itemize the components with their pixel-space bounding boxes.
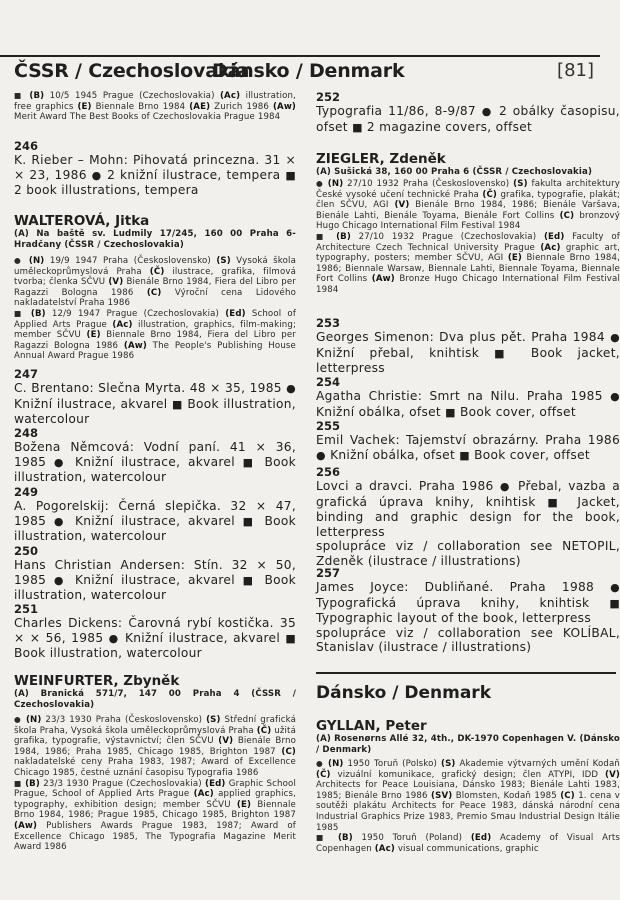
right-column xyxy=(316,0,620,900)
entry-description xyxy=(316,539,620,568)
field-label: (N) xyxy=(25,715,42,725)
english-marker-square-icon: ■ xyxy=(285,168,296,182)
field-label: (Ed) xyxy=(543,231,565,242)
czech-marker-bullet-icon: ● xyxy=(610,331,620,344)
text-run: Lovci a dravci. Praha 1986 xyxy=(316,479,500,493)
english-marker-square-icon: ■ xyxy=(494,346,516,360)
field-label: (Aw) xyxy=(14,820,38,831)
text-run: 1950 Toruň (Poland) xyxy=(352,833,471,844)
english-marker-square-icon: ■ xyxy=(14,91,24,100)
text-run: Bronze Hugo Chicago International Film Festival 1984 xyxy=(316,274,620,295)
field-label: (Č) xyxy=(256,725,272,736)
text-run: ilustrace, grafika, filmová tvorba; členka SČVU xyxy=(14,266,297,288)
text-run: Book jacket, letterpress xyxy=(316,345,620,376)
field-label: (Ac) xyxy=(374,843,395,854)
text-run: Agatha Christie: Smrt na Nilu. Praha 1985 xyxy=(316,389,611,403)
name-block xyxy=(316,718,620,755)
text-run: Přebal, vazba a grafická úprava knihy, knihtisk xyxy=(316,479,620,509)
text-run: School of Applied Arts Prague xyxy=(14,308,297,330)
text-run: Výroční cena Lidového nakladatelství Praha 1986 xyxy=(14,287,296,309)
entry-description xyxy=(14,616,296,661)
field-label: (A) xyxy=(316,167,331,177)
text-run: Branická 571/7, 147 00 Praha 4 (ČSSR / Czechoslovakia) xyxy=(14,689,296,710)
english-marker-square-icon: ■ xyxy=(242,514,257,528)
bio-paragraph xyxy=(14,779,296,853)
artist-address xyxy=(316,167,620,178)
field-label: (S) xyxy=(441,759,456,769)
text-run: Bienále Brno 1984, 1986; Bienále Varšava, Bienále Lahti, Bienále Toyama, Bienále Fort Collins xyxy=(316,200,620,221)
field-label: (SV) xyxy=(431,790,453,801)
english-marker-square-icon: ■ xyxy=(316,231,329,241)
field-label: (V) xyxy=(394,200,410,211)
field-label: (Č) xyxy=(482,189,498,200)
text-run: Graphic School Prague, School of Applied Arts Prague xyxy=(14,778,296,800)
name-block xyxy=(316,151,620,178)
entry-number: 250 xyxy=(14,544,39,558)
field-label: (Ac) xyxy=(219,91,241,101)
text-run: 10/5 1945 Prague (Czechoslovakia) xyxy=(44,91,220,101)
english-marker-square-icon: ■ xyxy=(285,631,297,645)
entry-number: 256 xyxy=(316,465,341,479)
bio-paragraph xyxy=(14,309,296,362)
english-marker-square-icon: ■ xyxy=(459,448,470,462)
entry-block xyxy=(14,426,296,485)
text-run: 27/10 1932 Prague (Czechoslovakia) xyxy=(350,231,544,242)
text-run: Emil Vachek: Tajemství obrazárny. Praha 1986 xyxy=(316,433,620,447)
text-run: Publishers Awards Prague 1983, 1987; Award of Excellence Chicago 1985, The Typografia Magazine Merit Award 1986 xyxy=(14,820,296,853)
field-label: (N) xyxy=(328,759,344,769)
czech-marker-bullet-icon: ● xyxy=(316,759,325,768)
czech-marker-bullet-icon: ● xyxy=(14,256,24,265)
czech-marker-bullet-icon: ● xyxy=(286,382,296,395)
text-run: Academy of Visual Arts Copenhagen xyxy=(316,833,620,854)
bio-block xyxy=(316,179,620,296)
entry-block xyxy=(316,566,620,655)
text-run: Merit Award The Best Books of Czechoslovakia Prague 1984 xyxy=(14,112,281,123)
text-run: 2 magazine covers, offset xyxy=(366,119,533,134)
artist-address xyxy=(14,689,296,710)
artist-address xyxy=(14,229,296,250)
name-block xyxy=(14,673,296,710)
text-run: Hans Christian Andersen: Stín. 32 × 50, 1985 xyxy=(14,558,296,587)
text-run: 23/3 1930 Praha (Československo) xyxy=(41,715,207,725)
artist-name: ZIEGLER, Zdeněk xyxy=(316,151,446,167)
text-run: bronzový Hugo Chicago International Film Festival 1984 xyxy=(316,210,620,232)
text-run: The People's Publishing House Annual Award Prague 1986 xyxy=(14,340,296,362)
field-label: (V) xyxy=(605,769,620,780)
text-run: Typographic layout of the book, letterpress xyxy=(316,611,591,626)
field-label: (Aw) xyxy=(272,101,296,112)
text-run: illustration, free graphics xyxy=(14,91,296,112)
text-run: Biennale Brno 1984 xyxy=(91,101,190,112)
field-label: (N) xyxy=(28,256,45,266)
field-label: (C) xyxy=(146,287,162,298)
text-run: Book illustration, watercolour xyxy=(14,646,202,661)
text-run: grafika, typografie, plakát; člen SČVU, AGI xyxy=(316,189,620,211)
text-run: Blomsten, Kodaň 1985 xyxy=(452,790,561,801)
text-run: Knižní ilustrace, akvarel xyxy=(74,454,243,469)
text-run: graphic art, typography, posters; member SČVU, AGI xyxy=(316,242,620,264)
text-run: Rosenørns Allé 32, 4th., DK-1970 Copenhagen V. (Dánsko / Denmark) xyxy=(316,734,620,755)
text-run: Book illustration, watercolour xyxy=(14,572,296,603)
field-label: (Ed) xyxy=(225,308,246,319)
english-marker-square-icon: ■ xyxy=(242,455,257,469)
text-run: Akademie výtvarných umění Kodaň xyxy=(455,759,620,769)
text-run: Knižní ilustrace, akvarel xyxy=(74,513,243,528)
field-label: (B) xyxy=(25,778,40,789)
english-marker-square-icon: ■ xyxy=(609,596,620,610)
artist-name: GYLLAN, Peter xyxy=(316,718,427,734)
entry-block xyxy=(14,139,296,198)
text-run: K. Rieber – Mohn: Pihovatá princezna. 31 × × 23, 1986 xyxy=(14,153,296,182)
text-run: Biennale Brno 1984, Fiera del Libro per Ragazzi Bologna 1986 xyxy=(14,330,296,351)
text-run: 12/9 1947 Prague (Czechoslovakia) xyxy=(45,308,226,319)
text-run: C. Brentano: Slečna Myrta. 48 × 35, 1985 xyxy=(14,381,287,395)
text-run: vizuální komunikace, grafický design; člen ATYPI, IDD xyxy=(330,769,606,780)
text-run: Book cover, offset xyxy=(460,404,576,419)
field-label: (Ac) xyxy=(193,789,214,800)
czech-marker-bullet-icon: ● xyxy=(53,573,68,587)
text-run: visual communications, graphic xyxy=(394,843,539,854)
english-marker-square-icon: ■ xyxy=(242,573,257,587)
entry-block xyxy=(14,602,296,661)
entry-block xyxy=(14,367,296,427)
field-label: (A) xyxy=(14,229,29,239)
text-run: Typografická úprava knihy, knihtisk xyxy=(316,595,610,610)
text-run: fakulta architektury České vysoké učení technické Praha xyxy=(316,179,620,200)
bio-block xyxy=(316,759,620,854)
field-label: (Ed) xyxy=(205,778,226,789)
english-marker-square-icon: ■ xyxy=(14,308,25,318)
text-run: spolupráce viz / collaboration see KOLÍBAL, Stanislav (ilustrace / illustrations) xyxy=(316,625,620,655)
entry-number: 253 xyxy=(316,316,341,330)
left-column xyxy=(14,0,296,900)
text-run: Zurich 1986 xyxy=(210,101,273,112)
bio-paragraph xyxy=(316,759,620,833)
czech-marker-bullet-icon: ● xyxy=(316,448,326,462)
entry-description xyxy=(316,389,620,420)
entry-block xyxy=(316,465,620,569)
english-marker-square-icon: ■ xyxy=(171,397,183,411)
text-run: Book illustration, watercolour xyxy=(14,454,296,485)
entry-number: 255 xyxy=(316,419,341,433)
bio-paragraph xyxy=(14,91,296,123)
entry-block xyxy=(316,316,620,376)
text-run: Knižní obálka, ofset xyxy=(316,404,446,419)
text-run: 27/10 1932 Praha (Československo) xyxy=(343,179,514,189)
text-run: illustration, graphics, film-making; member SČVU xyxy=(14,319,297,341)
entry-number: 246 xyxy=(14,139,39,153)
czech-marker-bullet-icon: ● xyxy=(610,581,620,594)
text-run: Na baště sv. Ludmily 17/245, 160 00 Praha 6-Hradčany (ČSSR / Czechoslovakia) xyxy=(14,229,296,250)
bio-block xyxy=(14,715,296,853)
field-label: (V) xyxy=(108,277,124,288)
text-run: A. Pogorelskij: Černá slepička. 32 × 47, 1985 xyxy=(14,499,296,528)
entry-description xyxy=(14,558,296,603)
text-run: Biennale Brno 1984, 1986; Prague 1985, Chicago 1985, Brighton 1987 xyxy=(14,799,296,821)
text-run: Biennale Brno 1984, 1986; Biennale Warsaw, Biennale Lahti, Biennale Toyama, Biennale Fort Collins xyxy=(316,253,620,285)
text-run: 1. cena v soutěži plakátu Architects for Peace 1983, dánská národní cena Industrial Graphics Prize 1983, Premio Smau Industrial Design Itálie 1985 xyxy=(316,790,620,833)
text-run: Knižní přebal, knihtisk xyxy=(316,345,495,360)
field-label: (C) xyxy=(560,790,575,801)
field-label: (Ed) xyxy=(470,833,492,844)
field-label: (E) xyxy=(77,101,92,112)
field-label: (S) xyxy=(206,715,221,725)
entry-number: 254 xyxy=(316,375,341,389)
bio-paragraph xyxy=(316,833,620,854)
entry-number: 249 xyxy=(14,485,39,499)
text-run: 2 knižní ilustrace, tempera xyxy=(107,167,286,182)
text-run: Sušická 38, 160 00 Praha 6 (ČSSR / Czechoslovakia) xyxy=(330,167,593,177)
english-marker-square-icon: ■ xyxy=(14,778,22,788)
header-title-left: ČSSR / Czechoslovakia xyxy=(14,60,250,82)
entry-description xyxy=(316,626,620,655)
text-run: applied graphics, typography, exhibition design; member SČVU xyxy=(14,789,296,810)
english-marker-square-icon: ■ xyxy=(547,495,566,509)
field-label: (B) xyxy=(336,231,351,242)
field-label: (C) xyxy=(281,746,296,757)
entry-block xyxy=(316,375,620,420)
czech-marker-bullet-icon: ● xyxy=(499,480,512,493)
entry-number: 247 xyxy=(14,367,39,381)
entry-block xyxy=(316,419,620,463)
czech-marker-bullet-icon: ● xyxy=(610,390,620,403)
text-run: 2 book illustrations, tempera xyxy=(14,183,199,198)
bio-block xyxy=(14,91,296,123)
bio-paragraph xyxy=(14,715,296,779)
entry-description xyxy=(316,330,620,376)
text-run: Faculty of Architecture Czech Technical University Prague xyxy=(316,231,620,253)
entry-number: 252 xyxy=(316,90,341,104)
entry-description xyxy=(316,479,620,539)
field-label: (N) xyxy=(327,179,344,189)
text-run: Bienále Brno 1984, 1986; Praha 1985, Chicago 1985, Brighton 1987 xyxy=(14,736,296,757)
field-label: (Ac) xyxy=(540,242,561,253)
entry-description xyxy=(316,580,620,626)
entry-description xyxy=(14,440,296,485)
text-run: Book cover, offset xyxy=(474,447,590,462)
english-marker-square-icon: ■ xyxy=(445,405,456,419)
artist-name: WALTEROVÁ, Jitka xyxy=(14,213,150,229)
field-label: (V) xyxy=(218,736,234,747)
text-run: Jacket, binding and graphic design for the book, letterpress xyxy=(316,494,620,539)
entry-number: 251 xyxy=(14,602,39,616)
czech-marker-bullet-icon: ● xyxy=(91,168,103,182)
field-label: (E) xyxy=(507,253,523,264)
text-run: spolupráce viz / collaboration see NETOPIL, Zdeněk (ilustrace / illustrations) xyxy=(316,539,620,568)
entry-block xyxy=(14,485,296,544)
bio-paragraph xyxy=(14,256,296,309)
text-run: Střední grafická škola Praha, Vysoká škola uměleckoprůmyslová Praha xyxy=(14,715,296,736)
field-label: (AE) xyxy=(189,101,211,112)
name-block xyxy=(14,213,296,250)
text-run: Knižní ilustrace, akvarel xyxy=(14,396,172,411)
text-run: Book illustration, watercolour xyxy=(14,513,296,544)
field-label: (B) xyxy=(30,308,46,319)
text-run: Typografia 11/86, 8-9/87 xyxy=(316,104,482,118)
czech-marker-bullet-icon: ● xyxy=(481,105,494,118)
entry-description xyxy=(14,381,296,427)
field-label: (E) xyxy=(86,330,101,341)
text-run: Knižní obálka, ofset xyxy=(330,447,460,462)
entry-description xyxy=(14,499,296,544)
field-label: (Aw) xyxy=(123,340,147,351)
english-marker-square-icon: ■ xyxy=(352,120,363,134)
text-run: Božena Němcová: Vodní paní. 41 × 36, 1985 xyxy=(14,440,296,469)
czech-marker-bullet-icon: ● xyxy=(14,715,22,724)
field-label: (A) xyxy=(14,689,29,699)
section-block xyxy=(316,672,620,703)
field-label: (E) xyxy=(236,799,252,810)
entry-number: 257 xyxy=(316,566,341,580)
text-run: Vysoká škola uměleckoprůmyslová Praha xyxy=(14,256,296,277)
bio-block xyxy=(14,256,296,362)
text-run: 19/9 1947 Praha (Československo) xyxy=(44,256,217,266)
artist-address xyxy=(316,734,620,755)
czech-marker-bullet-icon: ● xyxy=(53,455,68,469)
text-run: Book illustration, watercolour xyxy=(14,396,296,427)
entry-description xyxy=(316,104,620,135)
section-rule xyxy=(316,672,616,674)
bio-paragraph xyxy=(316,232,620,296)
entry-block xyxy=(316,90,620,135)
entry-block xyxy=(14,544,296,603)
entry-description xyxy=(316,433,620,463)
czech-marker-bullet-icon: ● xyxy=(108,631,120,645)
english-marker-square-icon: ■ xyxy=(316,833,330,843)
czech-marker-bullet-icon: ● xyxy=(53,514,68,528)
field-label: (Aw) xyxy=(371,274,395,285)
field-label: (S) xyxy=(216,256,231,266)
bio-paragraph xyxy=(316,179,620,232)
text-run: Knižní ilustrace, akvarel xyxy=(124,630,286,645)
text-run: 1950 Toruň (Polsko) xyxy=(343,759,442,769)
text-run: Bienále Brno 1984, Fiera del Libro per Ragazzi Bologna 1986 xyxy=(14,277,296,298)
text-run: James Joyce: Dubliňané. Praha 1988 xyxy=(316,580,611,594)
czech-marker-bullet-icon: ● xyxy=(316,179,324,188)
field-label: (Ac) xyxy=(112,319,133,330)
field-label: (Č) xyxy=(149,266,165,277)
text-run: 23/3 1930 Prague (Czechoslovakia) xyxy=(39,778,206,789)
field-label: (Č) xyxy=(316,769,331,780)
field-label: (S) xyxy=(513,179,528,189)
entry-description xyxy=(14,153,296,198)
artist-name: WEINFURTER, Zbyněk xyxy=(14,673,180,689)
entry-number: 248 xyxy=(14,426,39,440)
text-run: Charles Dickens: Čarovná rybí kostička. 35 × × 56, 1985 xyxy=(14,616,296,645)
field-label: (C) xyxy=(559,210,575,221)
text-run: Georges Simenon: Dva plus pět. Praha 1984 xyxy=(316,330,611,344)
text-run: Knižní ilustrace, akvarel xyxy=(74,572,243,587)
text-run: 2 obálky časopisu, ofset xyxy=(316,104,620,134)
field-label: (A) xyxy=(316,734,331,744)
field-label: (B) xyxy=(337,833,353,844)
text-run: Architects for Peace Louisiana, Dánsko 1983; Bienále Lahti 1983, 1985; Bienále Brno 1986 xyxy=(316,780,620,801)
page-number: [81] xyxy=(557,60,594,81)
section-title: Dánsko / Denmark xyxy=(316,683,491,703)
text-run: nakladatelské ceny Praha 1983, 1987; Award of Excellence Chicago 1985, čestné uznání časopisu Typografia 1986 xyxy=(14,757,296,778)
field-label: (B) xyxy=(29,91,45,101)
text-run: užitá grafika, typografie, výstavnictví; člen SČVU xyxy=(14,725,296,747)
header-title-right: Dánsko / Denmark xyxy=(212,60,405,82)
